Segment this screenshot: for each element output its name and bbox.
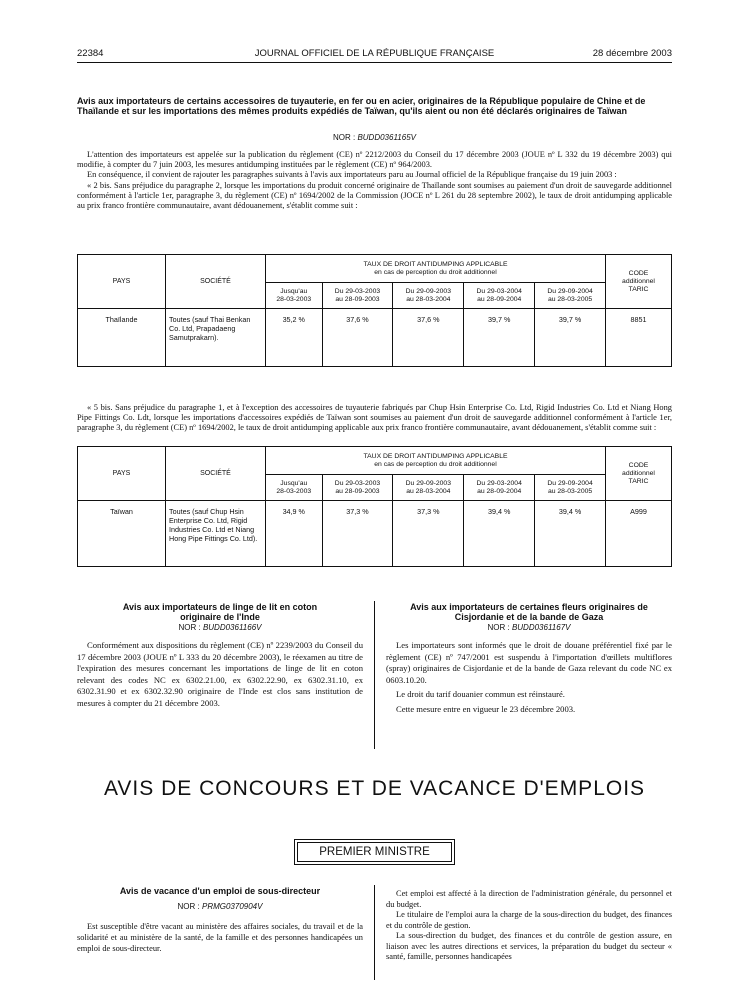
notice-fleurs xyxy=(386,602,672,715)
section-heading: AVIS DE CONCOURS ET DE VACANCE D'EMPLOIS xyxy=(103,777,646,800)
duty-table-taiwan xyxy=(77,446,672,567)
header-rule xyxy=(77,62,672,63)
col-header-societe: SOCIÉTÉ xyxy=(166,447,266,501)
taux-line2: en cas de perception du droit additionnel xyxy=(374,268,497,276)
taux-line2: en cas de perception du droit additionnel xyxy=(374,460,497,468)
col-header-societe: SOCIÉTÉ xyxy=(166,255,266,309)
cell-pays: Thaïlande xyxy=(78,309,166,367)
nor-reference xyxy=(77,902,363,911)
taux-line1: TAUX DE DROIT ANTIDUMPING APPLICABLE xyxy=(363,260,508,268)
taric-line1: CODE xyxy=(628,269,649,277)
col-header-taric xyxy=(606,255,672,309)
period-header: Du 29-09-2003 au 28-03-2004 xyxy=(393,283,464,309)
cell-taric: 8851 xyxy=(606,309,672,367)
cell-taric: A999 xyxy=(606,501,672,567)
notice-linge-de-lit xyxy=(77,602,363,709)
cell-rate: 39,4 % xyxy=(464,501,535,567)
nor-code: BUDD0361167V xyxy=(511,623,571,632)
cell-rate: 34,9 % xyxy=(266,501,323,567)
table-row xyxy=(78,501,672,567)
paragraph: Cet emploi est affecté à la direction de l'administration générale, du personnel et du budget. xyxy=(386,889,672,909)
taux-line1: TAUX DE DROIT ANTIDUMPING APPLICABLE xyxy=(363,452,508,460)
cell-rate: 35,2 % xyxy=(266,309,323,367)
cell-rate: 37,3 % xyxy=(322,501,393,567)
paragraph: « 2 bis. Sans préjudice du paragraphe 2, lorsque les importations du produit concerné originaire de Thaïlande sont soumises au paiement d'un droit de sauvegarde additionnel conformément à l'article 1er, paragraphe 3, du règlement (CE) nº 1694/2002 de la Commission (JOCE nº L 261 du 28 septembre 2002), le taux de droit antidumping applicable au prix franco frontière communautaire, avant dédouanement, s'établit comme suit : xyxy=(77,180,672,211)
col-header-taric xyxy=(606,447,672,501)
col-header-taux xyxy=(266,447,606,475)
cell-pays: Taïwan xyxy=(78,501,166,567)
issue-date: 28 décembre 2003 xyxy=(592,48,672,59)
cell-rate: 39,4 % xyxy=(535,501,606,567)
column-divider xyxy=(374,885,375,980)
notice-paragraph-5bis xyxy=(77,403,672,434)
cell-rate: 37,6 % xyxy=(393,309,464,367)
notice-title-tuyauterie: Avis aux importateurs de certains accessoires de tuyauterie, en fer ou en acier, originaires de la République populaire de Chine et de Thaïlande et sur les importations des mêmes produits expédiés de Taïwan, qu'ils aient ou non été déclarés originaires de Taïwan xyxy=(77,96,646,116)
period-header: Du 29-09-2003 au 28-03-2004 xyxy=(393,475,464,501)
period-header: Du 29-03-2003 au 28-09-2003 xyxy=(322,283,393,309)
paragraph: En conséquence, il convient de rajouter les paragraphes suivants à l'avis aux importateurs paru au Journal officiel de la République française du 19 juin 2003 : xyxy=(87,170,617,180)
page-number: 22384 xyxy=(77,48,104,59)
nor-code: BUDD0361166V xyxy=(202,623,262,632)
ministry-box xyxy=(294,839,455,865)
col-header-taux xyxy=(266,255,606,283)
cell-rate: 37,6 % xyxy=(322,309,393,367)
nor-reference xyxy=(386,623,672,632)
journal-title: JOURNAL OFFICIEL DE LA RÉPUBLIQUE FRANÇAISE xyxy=(254,48,495,59)
period-header: Du 29-03-2003 au 28-09-2003 xyxy=(322,475,393,501)
notice-title: Avis aux importateurs de certaines fleurs originaires de Cisjordanie et de la bande de Gaza xyxy=(410,602,648,622)
nor-code: BUDD0361165V xyxy=(357,133,416,142)
ministry-label: PREMIER MINISTRE xyxy=(297,842,452,862)
paragraph: Le droit du tarif douanier commun est réinstauré. xyxy=(396,689,565,699)
paragraph: « 5 bis. Sans préjudice du paragraphe 1, et à l'exception des accessoires de tuyauterie fabriqués par Chup Hsin Enterprise Co. Ltd, Rigid Industries Co. Ltd et Niang Hong Pipe Fittings Co. Ldt, lorsque les importations d'accessoires expédiés de Taïwan sont soumises au paiement d'un droit de sauvegarde additionnel conformément à l'article 1er, paragraphe 3, du règlement (CE) nº 1694/2002, le taux de droit antidumping applicable aux prix franco frontière communautaire, avant dédouanement, s'établit comme suit : xyxy=(77,403,672,433)
notice-title: Avis aux importateurs de linge de lit en coton originaire de l'Inde xyxy=(122,602,318,622)
paragraph: Conformément aux dispositions du règlement (CE) nº 2239/2003 du Conseil du 17 décembre 2003 (JOUE nº L 333 du 20 décembre 2003), le réexamen au titre de l'expiration des mesures concernant les importations de linge de lit en coton relevant des codes NC ex 6302.21.00, ex 6302.22.90, ex 6302.31.10, ex 6302.31.90 et ex 6302.32.90 originaire de l'Inde est clos sans institution de mesures à compter du 21 décembre 2003. xyxy=(77,640,363,708)
notice-vacance-continued xyxy=(386,889,672,963)
paragraph: L'attention des importateurs est appelée sur la publication du règlement (CE) nº 2212/2003 du Conseil du 17 décembre 2003 (JOUE nº L 332 du 19 décembre 2003) qui modifie, à compter du 7 juin 2003, les mesures antidumping instituées par le règlement (CE) nº 964/2003. xyxy=(77,150,672,170)
period-header: Jusqu'au 28-03-2003 xyxy=(266,283,323,309)
taric-line3: TARIC xyxy=(628,477,649,485)
nor-label: NOR : xyxy=(332,133,358,142)
taric-line2: additionnel xyxy=(622,469,655,477)
running-header xyxy=(77,48,672,62)
paragraph: Le titulaire de l'emploi aura la charge de la sous-direction du budget, des finances et du contrôle de gestion. xyxy=(386,910,672,930)
paragraph: Cette mesure entre en vigueur le 23 décembre 2003. xyxy=(396,703,576,714)
period-header: Du 29-09-2004 au 28-03-2005 xyxy=(535,283,606,309)
table-row xyxy=(78,309,672,367)
paragraph: Les importateurs sont informés que le droit de douane préférentiel fixé par le règlement (CE) nº 747/2001 est suspendu à l'importation d'œillets multiflores (spray) originaires de Cisjordanie et de la bande de Gaza relevant du code NC ex 0603.10.20. xyxy=(386,640,672,685)
taric-line2: additionnel xyxy=(622,277,655,285)
nor-label: NOR : xyxy=(178,623,203,632)
notice-vacance xyxy=(77,886,363,954)
nor-reference xyxy=(77,133,672,142)
paragraph: Est susceptible d'être vacant au ministère des affaires sociales, du travail et de la solidarité et au ministère de la santé, de la famille et des personnes handicapées un emploi de sous-directeur. xyxy=(77,922,363,953)
nor-reference xyxy=(77,623,363,632)
cell-rate: 39,7 % xyxy=(535,309,606,367)
period-header: Du 29-03-2004 au 28-09-2004 xyxy=(464,475,535,501)
cell-rate: 37,3 % xyxy=(393,501,464,567)
period-header: Jusqu'au 28-03-2003 xyxy=(266,475,323,501)
cell-societe: Toutes (sauf Thai Benkan Co. Ltd, Prapadaeng Samutprakarn). xyxy=(166,309,266,367)
cell-rate: 39,7 % xyxy=(464,309,535,367)
period-header: Du 29-09-2004 au 28-03-2005 xyxy=(535,475,606,501)
taric-line1: CODE xyxy=(628,461,649,469)
col-header-pays: PAYS xyxy=(78,447,166,501)
duty-table-thailand xyxy=(77,254,672,367)
paragraph: La sous-direction du budget, des finances et du contrôle de gestion assure, en liaison avec les autres directions et services, la préparation du budget du secteur « santé, famille, personnes handicapées xyxy=(386,931,672,961)
nor-label: NOR : xyxy=(177,902,202,911)
period-header: Du 29-03-2004 au 28-09-2004 xyxy=(464,283,535,309)
column-divider xyxy=(374,601,375,749)
nor-label: NOR : xyxy=(487,623,512,632)
col-header-pays: PAYS xyxy=(78,255,166,309)
notice-title: Avis de vacance d'un emploi de sous-directeur xyxy=(119,886,321,896)
taric-line3: TARIC xyxy=(628,285,649,293)
nor-code: PRMG0370904V xyxy=(201,902,263,911)
notice-intro xyxy=(77,150,672,211)
cell-societe: Toutes (sauf Chup Hsin Enterprise Co. Ltd, Rigid Industries Co. Ltd et Niang Hong Pipe Fittings Co. Ltd). xyxy=(166,501,266,567)
